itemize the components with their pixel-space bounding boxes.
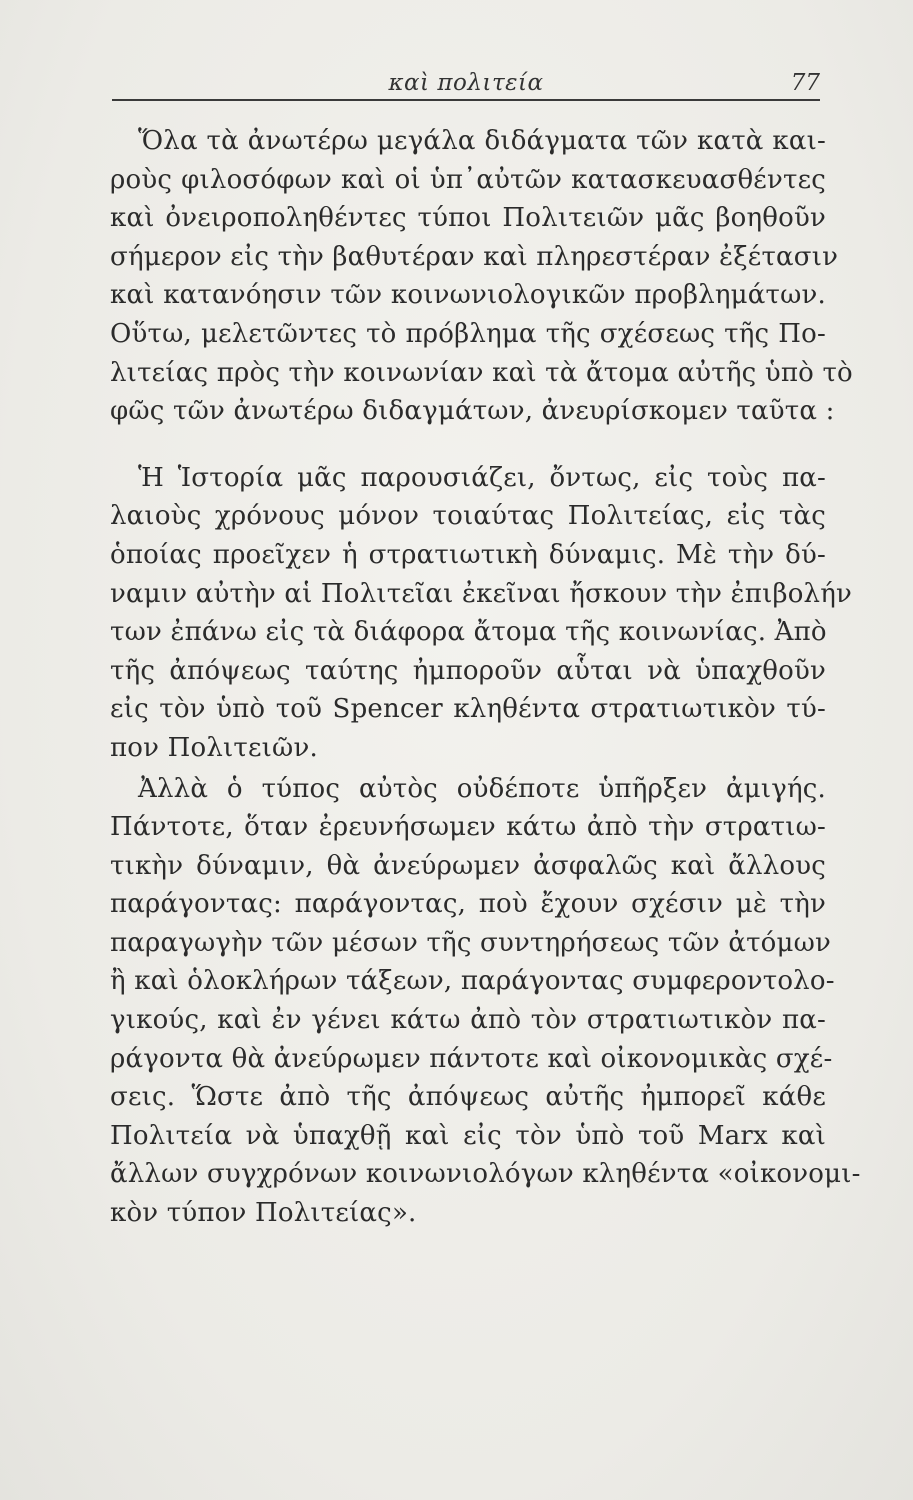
text-line: εἰς τὸν ὑπὸ τοῦ Spencer κληθέντα στρατιωτικὸν τύ- bbox=[110, 694, 826, 725]
text-line: ἢ καὶ ὁλοκλήρων τάξεων, παράγοντας συμφεροντολο- bbox=[110, 966, 835, 997]
text-line: γικούς, καὶ ἐν γένει κάτω ἀπὸ τὸν στρατιωτικὸν πα- bbox=[110, 1005, 826, 1036]
text-line: φῶς τῶν ἀνωτέρω διδαγμάτων, ἀνευρίσκομεν ταῦτα : bbox=[110, 396, 835, 427]
text-line: ράγοντα θὰ ἀνεύρωμεν πάντοτε καὶ οἰκονομικὰς σχέ- bbox=[110, 1043, 833, 1074]
text-line: ἄλλων συγχρόνων κοινωνιολόγων κληθέντα «οἰκονομι- bbox=[110, 1159, 861, 1190]
page-number: 77 bbox=[790, 70, 820, 96]
text-line: Πάντοτε, ὅταν ἐρευνήσωμεν κάτω ἀπὸ τὴν στρατιω- bbox=[110, 812, 826, 843]
text-line: τικὴν δύναμιν, θὰ ἀνεύρωμεν ἀσφαλῶς καὶ ἄλλους bbox=[110, 850, 826, 881]
running-title: καὶ πολιτεία bbox=[388, 70, 544, 96]
text-line: ὁποίας προεῖχεν ἡ στρατιωτικὴ δύναμις. Μὲ τὴν δύ- bbox=[110, 539, 826, 570]
header-rule bbox=[112, 99, 820, 101]
text-line: Ὅλα τὰ ἀνωτέρω μεγάλα διδάγματα τῶν κατὰ και- bbox=[138, 126, 826, 156]
text-line: πον Πολιτειῶν. bbox=[110, 732, 318, 763]
text-line: Οὕτω, μελετῶντες τὸ πρόβλημα τῆς σχέσεως τῆς Πο- bbox=[110, 318, 826, 349]
text-line: τῆς ἀπόψεως ταύτης ἠμποροῦν αὗται νὰ ὑπαχθοῦν bbox=[110, 655, 826, 686]
text-line: Πολιτεία νὰ ὑπαχθῇ καὶ εἰς τὸν ὑπὸ τοῦ Marx καὶ bbox=[110, 1120, 826, 1151]
text-line: παραγωγὴν τῶν μέσων τῆς συντηρήσεως τῶν ἀτόμων bbox=[110, 927, 832, 958]
paragraph-2 bbox=[110, 459, 853, 768]
text-line: σεις. Ὥστε ἀπὸ τῆς ἀπόψεως αὐτῆς ἠμπορεῖ κάθε bbox=[110, 1082, 826, 1113]
paragraph-3 bbox=[110, 770, 861, 1233]
text-line: καὶ κατανόησιν τῶν κοινωνιολογικῶν προβλημάτων. bbox=[110, 280, 826, 311]
text-line: καὶ ὀνειροποληθέντες τύποι Πολιτειῶν μᾶς βοηθοῦν bbox=[110, 203, 826, 234]
text-line: σήμερον εἰς τὴν βαθυτέραν καὶ πληρεστέραν ἐξέτασιν bbox=[110, 241, 839, 272]
text-line: των ἐπάνω εἰς τὰ διάφορα ἄτομα τῆς κοινωνίας. Ἀπὸ bbox=[110, 617, 827, 648]
body-text bbox=[110, 122, 861, 1233]
text-line: ροὺς φιλοσόφων καὶ οἱ ὑπ᾽αὐτῶν κατασκευασθέντες bbox=[110, 164, 826, 195]
page-header bbox=[112, 66, 820, 100]
paragraph-1 bbox=[110, 122, 853, 431]
text-line: ναμιν αὐτὴν αἱ Πολιτεῖαι ἐκεῖναι ἤσκουν τὴν ἐπιβολήν bbox=[110, 578, 853, 609]
text-line: κὸν τύπον Πολιτείας». bbox=[110, 1198, 417, 1229]
text-line: λαιοὺς χρόνους μόνον τοιαύτας Πολιτείας, εἰς τὰς bbox=[110, 501, 826, 532]
text-line: Ἀλλὰ ὁ τύπος αὐτὸς οὐδέποτε ὑπῆρξεν ἀμιγής. bbox=[138, 773, 826, 804]
text-line: Ἡ Ἱστορία μᾶς παρουσιάζει, ὄντως, εἰς τοὺς πα- bbox=[138, 462, 826, 493]
text-line: λιτείας πρὸς τὴν κοινωνίαν καὶ τὰ ἄτομα αὐτῆς ὑπὸ τὸ bbox=[110, 357, 853, 388]
text-line: παράγοντας: παράγοντας, ποὺ ἔχουν σχέσιν μὲ τὴν bbox=[110, 889, 826, 920]
